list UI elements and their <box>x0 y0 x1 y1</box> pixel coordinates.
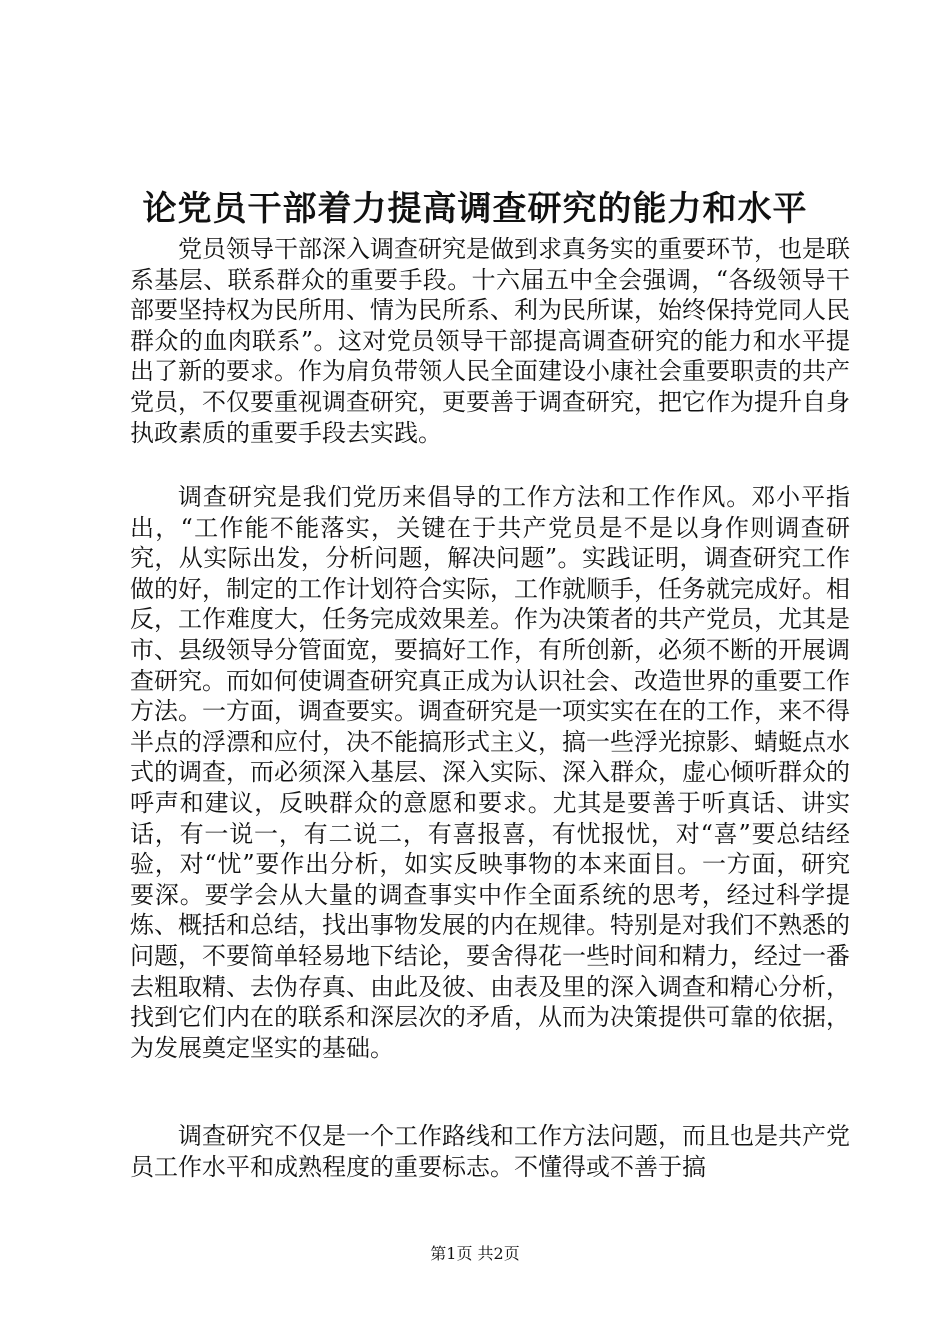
page-number-footer: 第1页 共2页 <box>430 1244 520 1263</box>
paragraph-2: 调查研究是我们党历来倡导的工作方法和工作作风。邓小平指出，“工作能不能落实，关键在于共产党员是不是以身作则调查研究，从实际出发，分析问题，解决问题”。实践证明，调查研究工作做的好，制定的工作计划符合实际，工作就顺手，任务就完成好。相反，工作难度大，任务完成效果差。作为决策者的共产党员，尤其是市、县级领导分管面宽，要搞好工作，有所创新，必须不断的开展调查研究。而如何使调查研究真正成为认识社会、改造世界的重要工作方法。一方面，调查要实。调查研究是一项实实在在的工作，来不得半点的浮漂和应付，决不能搞形式主义，搞一些浮光掠影、蜻蜓点水式的调查，而必须深入基层、深入实际、深入群众，虚心倾听群众的呼声和建议，反映群众的意愿和要求。尤其是要善于听真话、讲实话，有一说一，有二说二，有喜报喜，有忧报忧，对“喜”要总结经验，对“忧”要作出分析，如实反映事物的本来面目。一方面，研究要深。要学会从大量的调查事实中作全面系统的思考，经过科学提炼、概括和总结，找出事物发展的内在规律。特别是对我们不熟悉的问题，不要简单轻易地下结论，要舍得花一些时间和精力，经过一番去粗取精、去伪存真、由此及彼、由表及里的深入调查和精心分析，找到它们内在的联系和深层次的矛盾，从而为决策提供可靠的依据，为发展奠定坚实的基础。 <box>130 483 850 1062</box>
paragraph-3: 调查研究不仅是一个工作路线和工作方法问题，而且也是共产党员工作水平和成熟程度的重要标志。不懂得或不善于搞 <box>130 1122 850 1181</box>
document-title: 论党员干部着力提高调查研究的能力和水平 <box>142 189 808 229</box>
paragraph-1: 党员领导干部深入调查研究是做到求真务实的重要环节，也是联系基层、联系群众的重要手段。十六届五中全会强调，“各级领导干部要坚持权为民所用、情为民所系、利为民所谋，始终保持党同人民群众的血肉联系”。这对党员领导干部提高调查研究的能力和水平提出了新的要求。作为肩负带领人民全面建设小康社会重要职责的共产党员，不仅要重视调查研究，更要善于调查研究，把它作为提升自身执政素质的重要手段去实践。 <box>130 235 850 447</box>
